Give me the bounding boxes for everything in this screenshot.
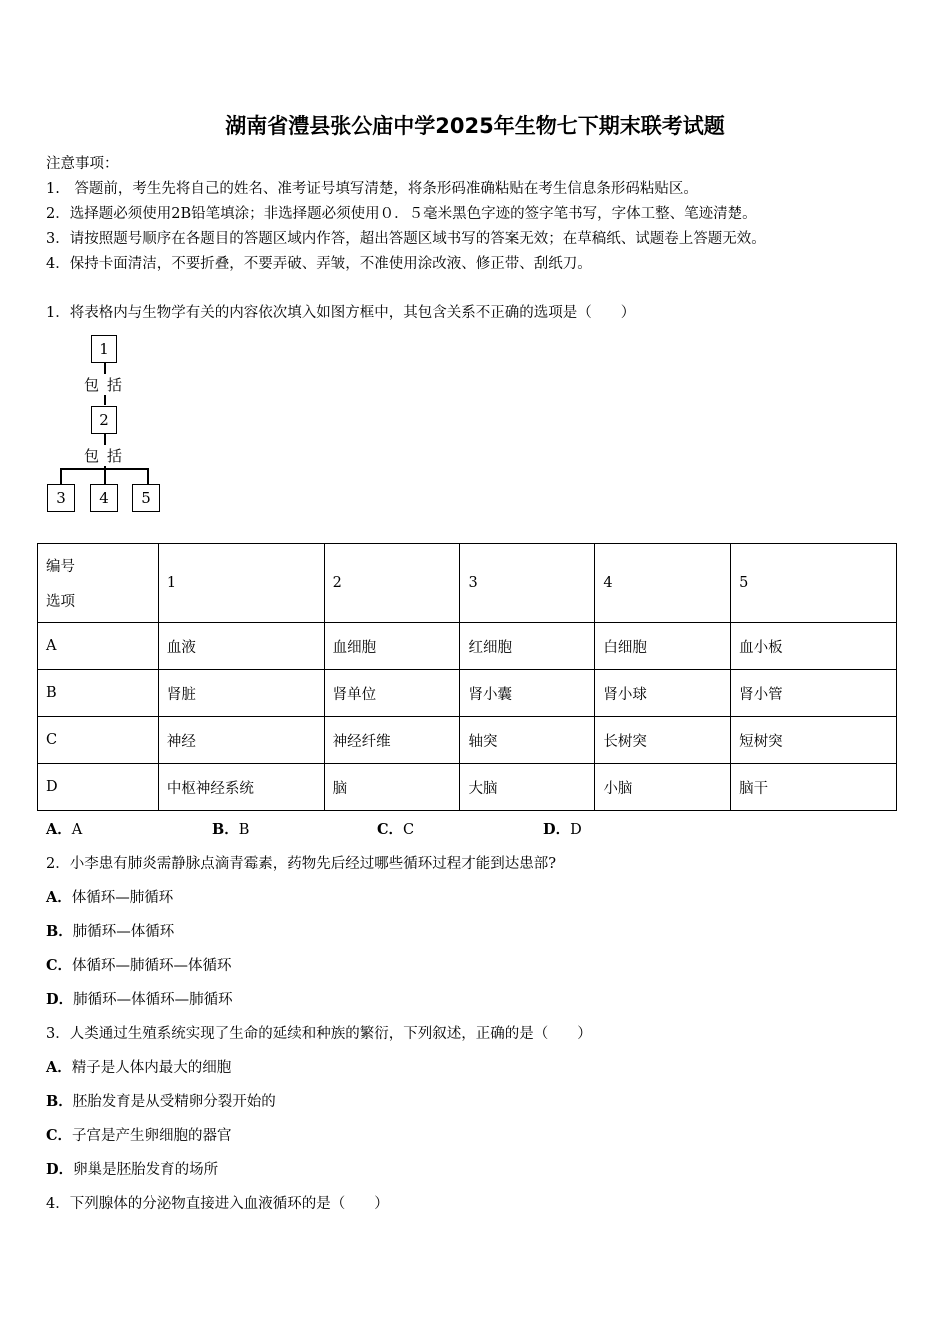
- table-cell: 红细胞: [460, 623, 595, 670]
- answer-option-c[interactable]: [46, 954, 232, 975]
- table-header-cell: 5: [731, 544, 897, 623]
- option-text: 精子是人体内最大的细胞: [71, 1060, 232, 1076]
- notice-item: 4．保持卡面清洁，不要折叠，不要弄破、弄皱，不准使用涂改液、修正带、刮纸刀。: [46, 256, 592, 272]
- table-cell: 血液: [158, 623, 324, 670]
- option-letter: A．: [46, 889, 72, 906]
- question-1-stem: 1．将表格内与生物学有关的内容依次填入如图方框中，其包含关系不正确的选项是（ ）: [46, 305, 636, 321]
- option-text: 胚胎发育是从受精卵分裂开始的: [72, 1094, 276, 1110]
- answer-option-a[interactable]: [46, 818, 82, 839]
- answer-option-a[interactable]: [46, 886, 173, 907]
- option-text: 体循环—肺循环—体循环: [72, 958, 232, 974]
- table-row: [38, 670, 897, 717]
- table-row: [38, 717, 897, 764]
- table-cell: 肾小球: [595, 670, 731, 717]
- answer-option-b[interactable]: [46, 1090, 276, 1111]
- table-cell: 小脑: [595, 764, 731, 811]
- connector-line: [104, 468, 106, 484]
- option-letter: C．: [46, 957, 73, 974]
- option-letter: C．: [46, 1127, 73, 1144]
- question-2-stem: 2．小李患有肺炎需静脉点滴青霉素，药物先后经过哪些循环过程才能到达患部?: [46, 856, 556, 872]
- option-letter: B．: [46, 1093, 73, 1110]
- table-header-corner: [38, 544, 159, 623]
- option-text: 体循环—肺循环: [71, 890, 174, 906]
- option-letter: C．: [377, 821, 404, 838]
- option-text: 肺循环—体循环—肺循环: [73, 992, 233, 1008]
- table-header-row: [38, 544, 897, 623]
- option-text: D: [570, 822, 582, 838]
- table-cell: C: [38, 717, 159, 764]
- page-title: 湖南省澧县张公庙中学2025年生物七下期末联考试题: [225, 114, 725, 138]
- connector-line: [60, 468, 62, 484]
- answer-option-d[interactable]: [46, 988, 233, 1009]
- connector-line: [147, 468, 149, 484]
- option-letter: B．: [46, 923, 73, 940]
- table-row: [38, 764, 897, 811]
- table-cell: 肾脏: [158, 670, 324, 717]
- inclusion-diagram: [44, 335, 164, 520]
- option-text: C: [403, 822, 415, 838]
- diagram-box-4: 4: [90, 484, 118, 512]
- diagram-box-3: 3: [47, 484, 75, 512]
- table-row: [38, 623, 897, 670]
- diagram-box-1: 1: [91, 335, 117, 363]
- table-cell: 轴突: [460, 717, 595, 764]
- option-letter: D．: [543, 821, 571, 838]
- option-letter: A．: [46, 821, 72, 838]
- notice-item: 3．请按照题号顺序在各题目的答题区域内作答，超出答题区域书写的答案无效；在草稿纸、试题卷上答题无效。: [46, 231, 766, 247]
- table-header-cell: 4: [595, 544, 731, 623]
- table-header-cell: 3: [460, 544, 595, 623]
- question-4-stem: 4．下列腺体的分泌物直接进入血液循环的是（ ）: [46, 1196, 389, 1212]
- table-cell: A: [38, 623, 159, 670]
- table-cell: 肾小管: [731, 670, 897, 717]
- table-cell: 脑: [324, 764, 460, 811]
- table-cell: 白细胞: [595, 623, 731, 670]
- table-cell: 血细胞: [324, 623, 460, 670]
- option-text: 子宫是产生卵细胞的器官: [72, 1128, 232, 1144]
- notice-heading: 注意事项：: [46, 156, 119, 172]
- table-cell: 大脑: [460, 764, 595, 811]
- table-cell: 血小板: [731, 623, 897, 670]
- answer-option-b[interactable]: [46, 920, 174, 941]
- option-text: B: [238, 822, 250, 838]
- table-cell: 中枢神经系统: [158, 764, 324, 811]
- answer-option-d[interactable]: [543, 818, 582, 839]
- diagram-box-2: 2: [91, 406, 117, 434]
- table-cell: 神经: [158, 717, 324, 764]
- option-text: 肺循环—体循环: [72, 924, 175, 940]
- notice-item: 1. 答题前，考生先将自己的姓名、准考证号填写清楚，将条形码准确粘贴在考生信息条形码粘贴区。: [46, 181, 698, 197]
- answer-option-c[interactable]: [46, 1124, 232, 1145]
- table-cell: 肾小囊: [460, 670, 595, 717]
- answer-option-a[interactable]: [46, 1056, 231, 1077]
- table-cell: 脑干: [731, 764, 897, 811]
- answer-option-c[interactable]: [377, 818, 414, 839]
- option-text: 卵巢是胚胎发育的场所: [73, 1162, 219, 1178]
- table-header-cell: 1: [158, 544, 324, 623]
- answer-option-d[interactable]: [46, 1158, 218, 1179]
- include-label: 包括: [84, 376, 131, 394]
- options-table: [37, 543, 897, 811]
- header-option-label: 选项: [46, 594, 75, 610]
- table-cell: 神经纤维: [324, 717, 460, 764]
- table-cell: B: [38, 670, 159, 717]
- answer-option-b[interactable]: [212, 818, 249, 839]
- table-cell: 长树突: [595, 717, 731, 764]
- option-letter: D．: [46, 1161, 74, 1178]
- table-cell: 肾单位: [324, 670, 460, 717]
- option-letter: D．: [46, 991, 74, 1008]
- option-letter: B．: [212, 821, 239, 838]
- table-header-cell: 2: [324, 544, 460, 623]
- option-letter: A．: [46, 1059, 72, 1076]
- header-number-label: 编号: [46, 559, 75, 575]
- diagram-box-5: 5: [132, 484, 160, 512]
- option-text: A: [71, 822, 83, 838]
- notice-item: 2．选择题必须使用2B铅笔填涂；非选择题必须使用０．５毫米黑色字迹的签字笔书写，字体工整、笔迹清楚。: [46, 206, 757, 222]
- table-cell: 短树突: [731, 717, 897, 764]
- question-3-stem: 3．人类通过生殖系统实现了生命的延续和种族的繁衍，下列叙述，正确的是（ ）: [46, 1026, 592, 1042]
- table-cell: D: [38, 764, 159, 811]
- include-label: 包括: [84, 447, 131, 465]
